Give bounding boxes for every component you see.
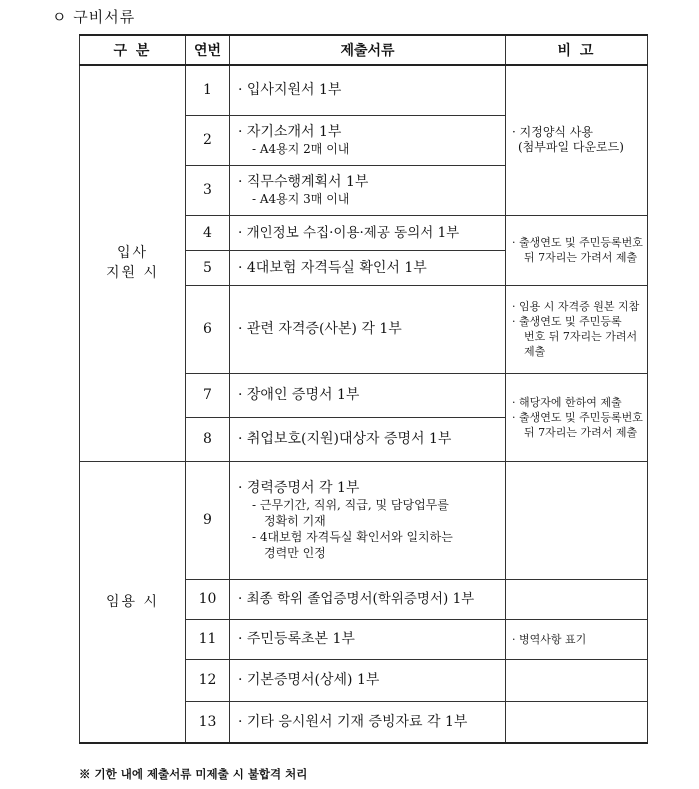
footnote: ※ 기한 내에 제출서류 미제출 시 불합격 처리 [79, 767, 308, 781]
header-remarks: 비 고 [506, 35, 648, 65]
remark-cell [506, 461, 648, 579]
row-number: 9 [186, 461, 230, 579]
row-number: 12 [186, 659, 230, 701]
row-number: 10 [186, 579, 230, 619]
category-hire: 임용 시 [80, 461, 186, 743]
remark-cell [506, 701, 648, 743]
row-number: 11 [186, 619, 230, 659]
document-cell: · 개인정보 수집·이용·제공 동의서 1부 [230, 215, 506, 250]
section-heading: ㅇ 구비서류 [52, 8, 136, 26]
header-document: 제출서류 [230, 35, 506, 65]
document-cell: · 기타 응시원서 기재 증빙자료 각 1부 [230, 701, 506, 743]
row-number: 3 [186, 165, 230, 215]
remark-cell [506, 579, 648, 619]
remark-cell: · 임용 시 자격증 원본 지참 · 출생연도 및 주민등록 번호 뒤 7자리는 가려서 제출 [506, 285, 648, 373]
header-number: 연번 [186, 35, 230, 65]
document-cell: · 직무수행계획서 1부 - A4용지 3매 이내 [230, 165, 506, 215]
document-cell: · 자기소개서 1부 - A4용지 2매 이내 [230, 115, 506, 165]
document-cell: · 취업보호(지원)대상자 증명서 1부 [230, 417, 506, 461]
row-number: 2 [186, 115, 230, 165]
document-cell: · 경력증명서 각 1부 - 근무기간, 직위, 직급, 및 담당업무를 정확히 기재 - 4대보험 자격득실 확인서와 일치하는 경력만 인정 [230, 461, 506, 579]
row-number: 1 [186, 65, 230, 115]
category-apply: 입사 지원 시 [80, 65, 186, 461]
document-cell: · 기본증명서(상세) 1부 [230, 659, 506, 701]
remark-cell: · 지정양식 사용 (첨부파일 다운로드) [506, 65, 648, 215]
document-cell: · 장애인 증명서 1부 [230, 373, 506, 417]
row-number: 13 [186, 701, 230, 743]
document-cell: · 입사지원서 1부 [230, 65, 506, 115]
remark-cell: · 병역사항 표기 [506, 619, 648, 659]
remark-cell: · 출생연도 및 주민등록번호 뒤 7자리는 가려서 제출 [506, 215, 648, 285]
document-cell: · 주민등록초본 1부 [230, 619, 506, 659]
table-row [80, 65, 648, 115]
row-number: 6 [186, 285, 230, 373]
row-number: 5 [186, 250, 230, 285]
remark-cell: · 해당자에 한하여 제출 · 출생연도 및 주민등록번호 뒤 7자리는 가려서 제출 [506, 373, 648, 461]
row-number: 7 [186, 373, 230, 417]
document-cell: · 4대보험 자격득실 확인서 1부 [230, 250, 506, 285]
remark-cell [506, 659, 648, 701]
table-row [80, 461, 648, 579]
row-number: 8 [186, 417, 230, 461]
table-header-row [80, 35, 648, 65]
document-cell: · 최종 학위 졸업증명서(학위증명서) 1부 [230, 579, 506, 619]
documents-table [79, 34, 648, 744]
header-category: 구 분 [80, 35, 186, 65]
row-number: 4 [186, 215, 230, 250]
document-cell: · 관련 자격증(사본) 각 1부 [230, 285, 506, 373]
